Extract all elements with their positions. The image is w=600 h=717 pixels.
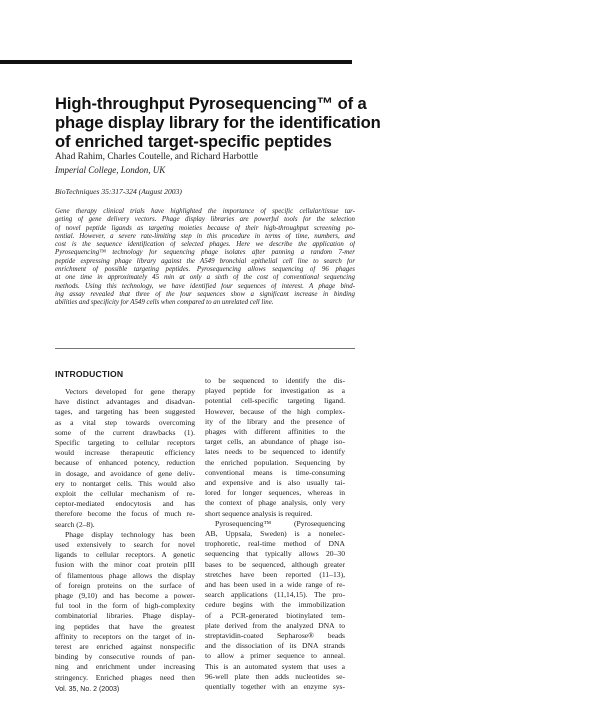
body-line: and has been used in a wide range of re- xyxy=(205,580,345,590)
abstract-line: cost is the sequence identification of selected phages. Here we describe the application of xyxy=(55,241,355,249)
body-line: ful tool in the form of high-complexity xyxy=(55,601,195,611)
body-line: to allow a primer sequence to anneal. xyxy=(205,651,345,661)
page-footer: Vol. 35, No. 2 (2003) xyxy=(55,686,120,693)
body-line: because of enhanced potency, reduction xyxy=(55,458,195,468)
body-line: However, because of the high complex- xyxy=(205,406,345,416)
body-line: therefore become the focus of much re- xyxy=(55,509,195,519)
body-line: search applications (11,14,15). The pro- xyxy=(205,590,345,600)
body-line: 96-well plate then adds nucleotides se- xyxy=(205,671,345,681)
body-line: would increase therapeutic efficiency xyxy=(55,448,195,458)
body-line: in dosage, and avoidance of gene deliv- xyxy=(55,468,195,478)
body-line: cedure begins with the immobilization xyxy=(205,600,345,610)
abstract-line: geting of gene delivery vectors. Phage display libraries are powerful tools for the selection xyxy=(55,216,355,224)
body-line: bases to be sequenced, although greater xyxy=(205,559,345,569)
body-line: short sequence analysis is required. xyxy=(205,508,313,518)
body-line: plate derived from the analyzed DNA to xyxy=(205,620,345,630)
body-line: stringency. Enriched phages need then xyxy=(55,672,195,682)
body-line: exploit the cellular mechanism of re- xyxy=(55,489,195,499)
body-line: terest are enriched against nonspecific xyxy=(55,642,195,652)
abstract-line: of novel peptide ligands as targeting moieties because of their high-throughput screening po- xyxy=(55,224,355,232)
title-line: High-throughput Pyrosequencing™ of a xyxy=(55,94,367,113)
body-line: tages, and targeting has been suggested xyxy=(55,407,195,417)
body-line: phages with different affinities to the xyxy=(205,427,345,437)
body-line: conventional means is time-consuming xyxy=(205,467,345,477)
body-line: trophoretic, real-time method of DNA xyxy=(205,539,345,549)
citation: BioTechniques 35:317-324 (August 2003) xyxy=(55,187,182,196)
abstract-line: Gene therapy clinical trials have highlighted the importance of specific cellular/tissue tar- xyxy=(55,208,355,215)
body-line: Phage display technology has been xyxy=(65,529,195,539)
abstract-line: methods. Using this technology, we have identified four sequences of interest. A phage bind- xyxy=(55,282,355,290)
abstract-line: peptide expressing phage library against the A549 bronchial epithelial cell line to search for xyxy=(55,257,355,265)
body-line: ceptor-mediated endocytosis and has xyxy=(55,499,195,509)
abstract-line: Pyrosequencing™ technology for sequencing phage isolates after panning a random 7-mer xyxy=(55,249,355,257)
body-line: affinity to receptors on the target of in- xyxy=(55,631,195,641)
title-line: phage display library for the identification xyxy=(55,113,381,132)
abstract-line: enrichment of possible targeting peptides. Pyrosequencing allows sequencing of 96 phages xyxy=(55,266,355,274)
body-line: Pyrosequencing™ (Pyrosequencing xyxy=(215,518,345,528)
body-line: combinatorial libraries. Phage display- xyxy=(55,611,195,621)
body-line: some of the current drawbacks (1). xyxy=(55,427,195,437)
article-title xyxy=(55,94,381,151)
body-line: played peptide for investigation as a xyxy=(205,386,345,396)
title-line: of enriched target-specific peptides xyxy=(55,132,332,151)
body-line: lored for longer sequences, whereas in xyxy=(205,488,345,498)
right-column xyxy=(205,376,345,692)
abstract xyxy=(55,208,355,308)
body-line: and the dissociation of its DNA strands xyxy=(205,641,345,651)
body-line: streptavidin-coated Sepharose® beads xyxy=(205,631,345,641)
body-line: quentially together with an enzyme sys- xyxy=(205,682,345,692)
body-line: have distinct advantages and disadvan- xyxy=(55,397,195,407)
body-line: binding by consecutive rounds of pan- xyxy=(55,652,195,662)
body-line: of a PCR-generated biotinylated tem- xyxy=(205,610,345,620)
body-line: stretches have been reported (11–13), xyxy=(205,569,345,579)
body-line: ning and enrichment under increasing xyxy=(55,662,195,672)
body-line: AB, Uppsala, Sweden) is a nonelec- xyxy=(205,529,345,539)
body-line: of foreign proteins on the surface of xyxy=(55,580,195,590)
abstract-line: ing assay revealed that three of the four sequences show a significant increase in binding xyxy=(55,290,355,298)
body-line: ity of the library and the presence of xyxy=(205,416,345,426)
body-line: of filamentous phage allows the display xyxy=(55,570,195,580)
abstract-line: tential. However, a severe rate-limiting step in this procedure in terms of time, numbers, and xyxy=(55,232,355,240)
body-line: used extensively to search for novel xyxy=(55,540,195,550)
body-line: search (2–8). xyxy=(55,519,95,529)
body-line: and expensive and is also usually tai- xyxy=(205,478,345,488)
body-line: potential cell-specific targeting ligand. xyxy=(205,396,345,406)
body-line: to be sequenced to identify the dis- xyxy=(205,376,345,385)
body-line: Specific targeting to cellular receptors xyxy=(55,438,195,448)
left-column xyxy=(55,387,195,683)
body-line: target cells, an abundance of phage iso- xyxy=(205,437,345,447)
header-rule xyxy=(0,60,352,64)
body-line: ing peptides that have the greatest xyxy=(55,621,195,631)
body-line: Vectors developed for gene therapy xyxy=(65,387,195,396)
abstract-line: abilities and specificity for A549 cells when compared to an unrelated cell line. xyxy=(55,299,274,307)
body-line: This is an automated system that uses a xyxy=(205,661,345,671)
body-line: as a vital step towards overcoming xyxy=(55,417,195,427)
abstract-line: at one time in approximately 45 min at only a sixth of the cost of conventional sequencing xyxy=(55,274,355,282)
body-line: phage (9,10) and has become a power- xyxy=(55,591,195,601)
body-line: ligands to cellular receptors. A genetic xyxy=(55,550,195,560)
section-divider xyxy=(55,348,355,349)
section-heading: INTRODUCTION xyxy=(55,369,124,379)
body-line: lates needs to be sequenced to identify xyxy=(205,447,345,457)
body-line: the context of phage analysis, only very xyxy=(205,498,345,508)
body-line: ery to nontarget cells. This would also xyxy=(55,478,195,488)
body-line: the enriched population. Sequencing by xyxy=(205,457,345,467)
body-line: sequencing that typically allows 20–30 xyxy=(205,549,345,559)
body-line: fusion with the minor coat protein pIII xyxy=(55,560,195,570)
affiliation: Imperial College, London, UK xyxy=(55,165,166,175)
authors: Ahad Rahim, Charles Coutelle, and Richard Harbottle xyxy=(55,152,259,162)
